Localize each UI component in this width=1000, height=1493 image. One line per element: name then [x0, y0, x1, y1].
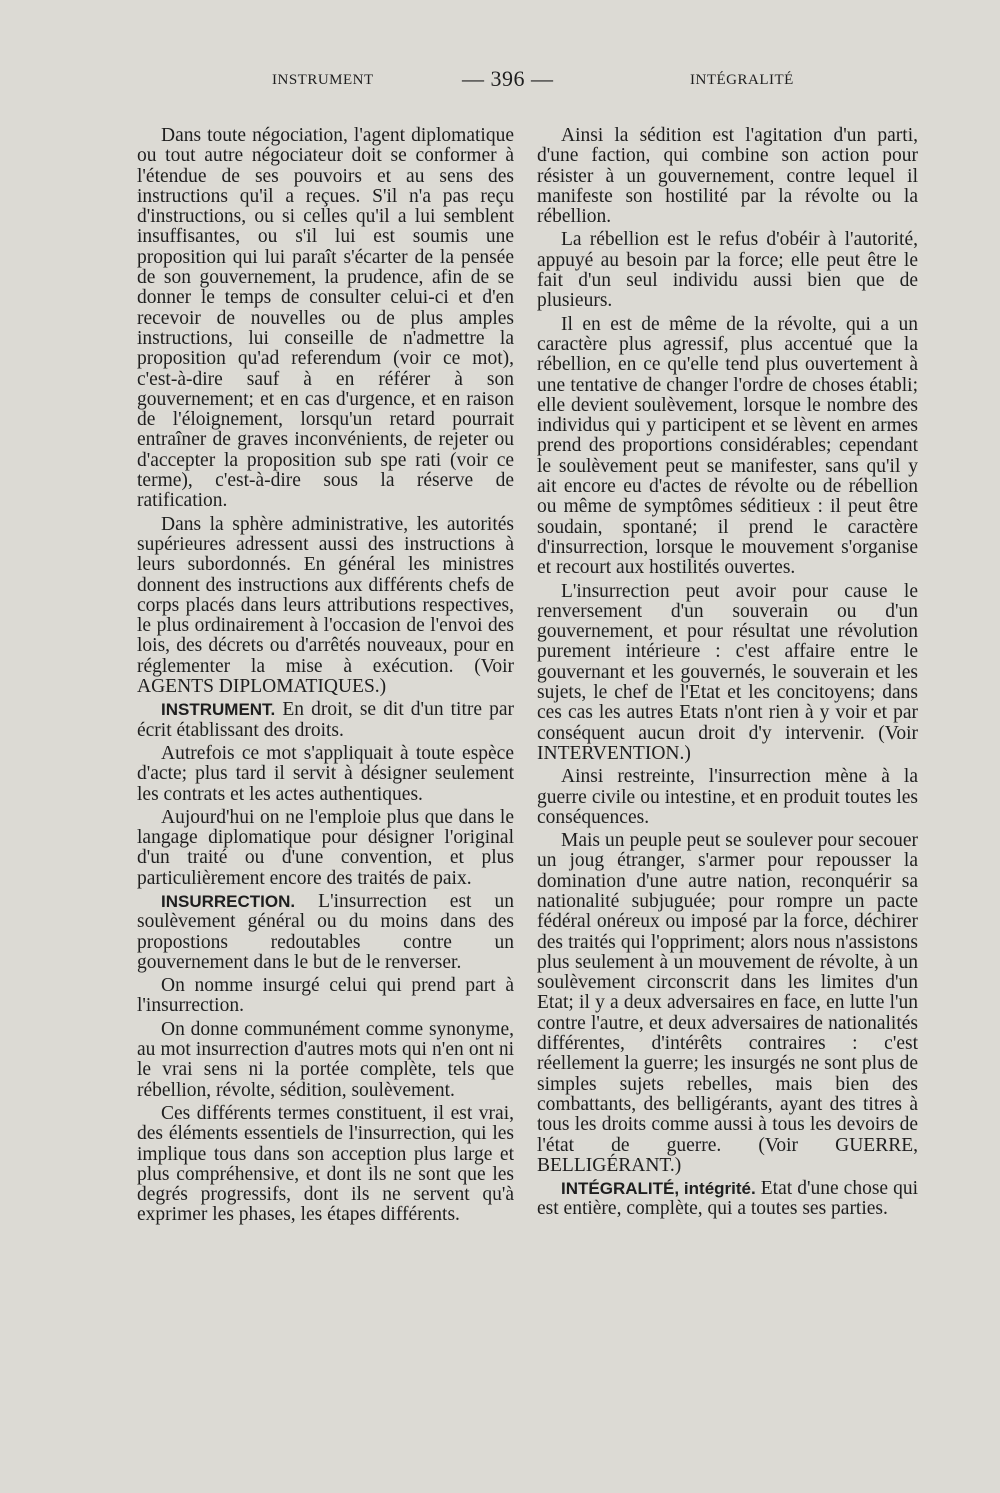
entry-definition: L'insurrection est un soulèvement général ou du moins dans des propostions redoutables contre un gouvernement dans le but de le renverser.: [137, 890, 514, 973]
left-column: [137, 126, 514, 1229]
paragraph: Ainsi restreinte, l'insurrection mène à la guerre civile ou intestine, et en produit toutes les conséquences.: [537, 766, 918, 828]
entry-integralite: [537, 1179, 918, 1220]
paragraph: La rébellion est le refus d'obéir à l'autorité, appuyé au besoin par la force; elle peut être le fait d'un seul individu aussi bien que de plusieurs.: [537, 229, 918, 312]
paragraph: Dans toute négociation, l'agent diplomatique ou tout autre négociateur doit se conformer à l'étendue de ses pouvoirs et au sens des instructions qu'il a reçues. S'il n'a pas reçu d'instructions, ou si celles qu'il a lui semblent insuffisantes, ou s'il lui est soumis une proposition qui lui paraît s'écarter de la pensée de son gouvernement, la prudence, afin de se donner le temps de consulter celui-ci et d'en recevoir de nouvelles ou de plus amples instructions, lui conseille de n'admettre la proposition qu'ad referendum (voir ce mot), c'est-à-dire sauf à en référer à son gouvernement; et en cas d'urgence, et en raison de l'éloignement, lorsqu'un retard pourrait entraîner de graves inconvénients, de rejeter ou d'accepter la proposition sub spe rati (voir ce terme), c'est-à-dire sous la réserve de ratification.: [137, 125, 514, 512]
entry-term: INSURRECTION.: [161, 891, 296, 911]
page-number: — 396 —: [462, 66, 554, 91]
paragraph: Ces différents termes constituent, il est vrai, des éléments essentiels de l'insurrection, qui les implique tous dans son acception plus large et plus compréhensive, et dont ils ne sont que les degrés progressifs, dont ils ne servent qu'à exprimer les phases, les étapes différents.: [137, 1102, 514, 1226]
paragraph: On nomme insurgé celui qui prend part à l'insurrection.: [137, 975, 514, 1017]
running-head-left: INSTRUMENT: [272, 72, 374, 88]
paragraph: Autrefois ce mot s'appliquait à toute espèce d'acte; plus tard il servit à désigner seulement les contrats et les actes authentiques.: [137, 742, 514, 805]
paragraph: Il en est de même de la révolte, qui a un caractère plus agressif, plus accentué que la rébellion, en ce qu'elle tend plus ouvertement à une tentative de changer l'ordre de choses établi; elle devient soulèvement, lorsque le nombre des individus qui y participent et se lèvent en armes prend des proportions considérables; cependant le soulèvement peut se manifester, sans qu'il y ait encore eu d'actes de révolte ou de rébellion ou même de symptômes séditieux : il peut être soudain, spontané; il prend le caractère d'insurrection, lorsque le mouvement s'organise et recourt aux hostilités ouvertes.: [537, 313, 918, 579]
paragraph: Dans la sphère administrative, les autorités supérieures adressent aussi des instructions à leurs subordonnés. En général les ministres donnent des instructions aux différents chefs de corps placés dans leurs attributions respectives, le plus ordinairement à l'occasion de l'envoi des lois, des décrets ou d'arrêtés nouveaux, pour en réglementer la mise à exécution. (Voir AGENTS DIPLOMATIQUES.): [137, 513, 514, 698]
entry-definition: En droit, se dit d'un titre par écrit établissant des droits.: [137, 699, 514, 741]
entry-term: INTÉGRALITÉ, intégrité.: [561, 1179, 756, 1199]
paragraph: L'insurrection peut avoir pour cause le renversement d'un souverain ou d'un gouvernement, et pour résultat une révolution purement intérieure : c'est affaire entre le gouvernant et les gouvernés, le souverain et les sujets, le chef de l'Etat et les concitoyens; dans ces cas les autres Etats n'ont rien à y voir et par conséquent aucun droit d'y intervenir. (Voir INTERVENTION.): [537, 580, 918, 764]
right-column: [537, 126, 918, 1223]
paragraph: Aujourd'hui on ne l'emploie plus que dans le langage diplomatique pour désigner l'original d'un traité ou d'une convention, et plus particulièrement encore des traités de paix.: [137, 806, 514, 889]
paragraph: Ainsi la sédition est l'agitation d'un parti, d'une faction, qui combine son action pour résister à un gouvernement, contre lequel il manifeste son hostilité par la révolte ou la rébellion.: [537, 125, 918, 228]
paragraph: On donne communément comme synonyme, au mot insurrection d'autres mots qui n'en ont ni le vrai sens ni la portée complète, tels que rébellion, révolte, sédition, soulèvement.: [137, 1018, 514, 1101]
running-head-right: INTÉGRALITÉ: [690, 72, 794, 88]
entry-instrument: [137, 700, 514, 741]
paragraph: Mais un peuple peut se soulever pour secouer un joug étranger, s'armer pour repousser la domination d'une autre nation, reconquérir sa nationalité subjuguée; pour rompre un pacte fédéral onéreux ou imposé par la force, déchirer des traités qui l'oppriment; alors nous n'assistons plus seulement à un mouvement de révolte, à un soulèvement circonscrit dans les limites d'un Etat; il y a deux adversaires en face, en lutte l'un contre l'autre, et deux adversaires de nationalités différentes, d'intérêts contraires : c'est réellement la guerre; les insurgés ne sont plus de simples sujets rebelles, mais bien des combattants, des belligérants, ayant des titres à tous les droits comme aussi à tous les devoirs de l'état de guerre. (Voir GUERRE, BELLIGÉRANT.): [537, 830, 918, 1176]
entry-definition: Etat d'une chose qui est entière, complète, qui a toutes ses parties.: [537, 1178, 919, 1220]
entry-term: INSTRUMENT.: [161, 700, 276, 720]
entry-insurrection: [137, 892, 514, 973]
